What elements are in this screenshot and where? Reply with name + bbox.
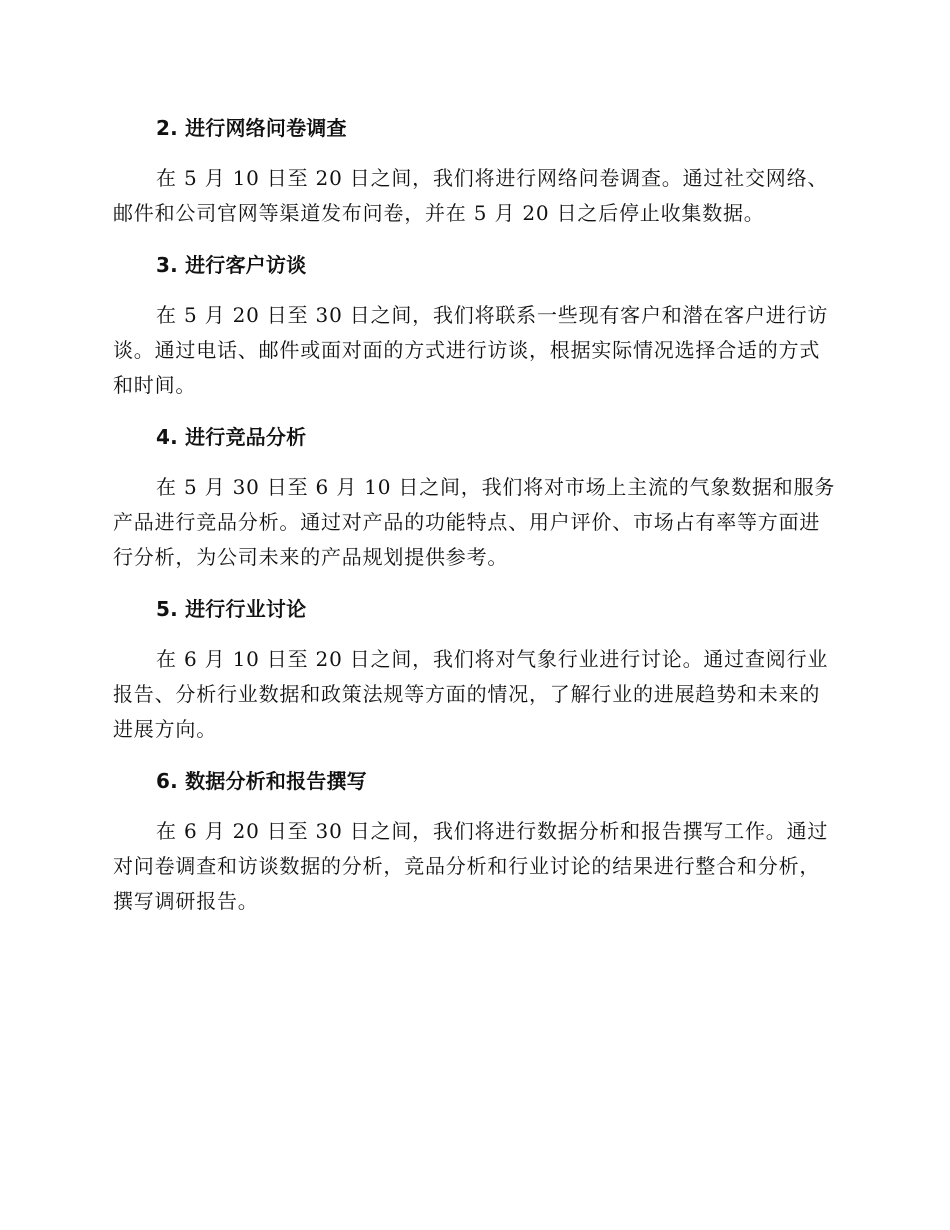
document-body — [113, 112, 838, 919]
section-paragraph: 在 5 月 30 日至 6 月 10 日之间，我们将对市场上主流的气象数据和服务产品进行竞品分析。通过对产品的功能特点、用户评价、市场占有率等方面进行分析，为公司未来的产品规划提供参考。 — [113, 475, 836, 569]
section-paragraph: 在 5 月 10 日至 20 日之间，我们将进行网络问卷调查。通过社交网络、邮件和公司官网等渠道发布问卷，并在 5 月 20 日之后停止收集数据。 — [113, 166, 829, 225]
section-competitor-analysis — [113, 421, 838, 575]
section-heading: 4. 进行竞品分析 — [156, 425, 307, 449]
section-paragraph: 在 6 月 10 日至 20 日之间，我们将对气象行业进行讨论。通过查阅行业报告、分析行业数据和政策法规等方面的情况，了解行业的进展趋势和未来的进展方向。 — [113, 647, 829, 741]
section-customer-interviews — [113, 249, 838, 403]
section-heading: 5. 进行行业讨论 — [156, 597, 307, 621]
section-heading: 3. 进行客户访谈 — [156, 253, 307, 277]
section-data-analysis-report — [113, 765, 838, 919]
section-heading: 6. 数据分析和报告撰写 — [156, 769, 367, 793]
section-industry-discussion — [113, 593, 838, 747]
section-paragraph: 在 6 月 20 日至 30 日之间，我们将进行数据分析和报告撰写工作。通过对问卷调查和访谈数据的分析，竞品分析和行业讨论的结果进行整合和分析，撰写调研报告。 — [113, 819, 829, 913]
section-online-survey — [113, 112, 838, 231]
section-paragraph: 在 5 月 20 日至 30 日之间，我们将联系一些现有客户和潜在客户进行访谈。通过电话、邮件或面对面的方式进行访谈，根据实际情况选择合适的方式和时间。 — [113, 303, 829, 397]
section-heading: 2. 进行网络问卷调查 — [156, 116, 347, 140]
